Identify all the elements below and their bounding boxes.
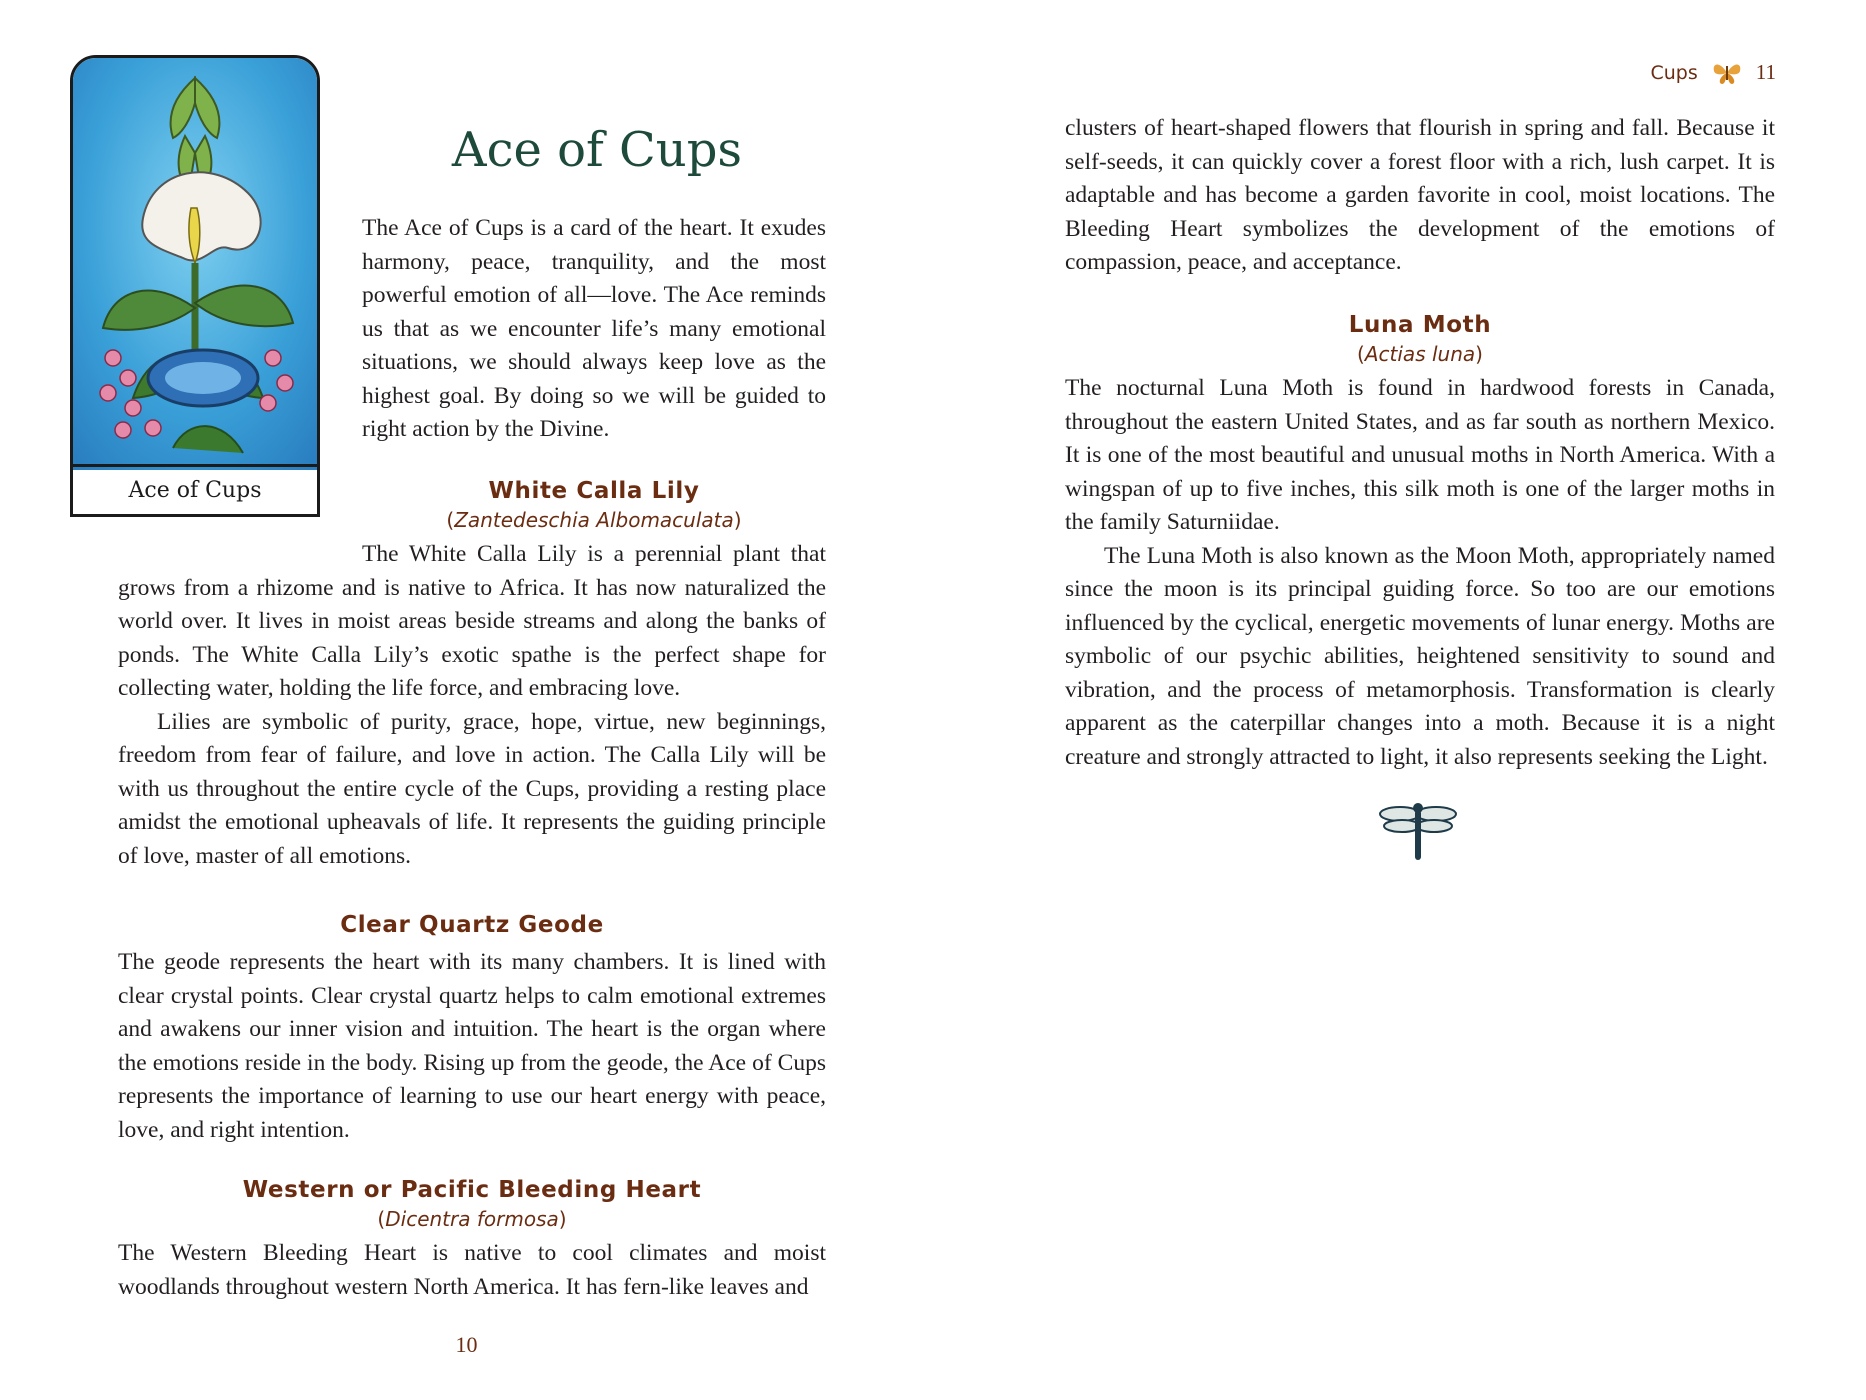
running-head-title: Cups bbox=[1650, 61, 1698, 84]
paragraph: Lilies are symbolic of purity, grace, hope, virtue, new beginnings, freedom from fear of failure, and love in action. The Calla Lily will be with us throughout the entire cycle of the Cups, providing a resting place amidst the emotional upheavals of life. It represents the guiding principle of love, master of all emotions. bbox=[118, 708, 826, 869]
page-number: 11 bbox=[1755, 60, 1776, 84]
paragraph: The nocturnal Luna Moth is found in hardwood forests in Canada, throughout the eastern United States, and as far south as northern Mexico. It is one of the most beautiful and unusual moths in North America. With a wingspan of up to five inches, this silk moth is one of the larger moths in the family Saturniidae. bbox=[1065, 375, 1775, 535]
continuation-paragraph: clusters of heart-shaped flowers that flourish in spring and fall. Because it self-seeds, it can quickly cover a forest floor with a rich, lush carpet. It is adaptable and has become a garden favorite in cool, moist locations. The Bleeding Heart symbolizes the development of the emotions of compassion, peace, and acceptance. bbox=[1065, 115, 1775, 275]
section-heading: White Calla Lily bbox=[488, 478, 700, 504]
section-heading: Western or Pacific Bleeding Heart bbox=[242, 1177, 702, 1203]
paragraph: The geode represents the heart with its many chambers. It is lined with clear crystal points. Clear crystal quartz helps to calm emotional extremes and awakens our inner vision and intuition. The heart is the organ where the emotions reside in the body. Rising up from the geode, the Ace of Cups represents the importance of learning to use our heart energy with peace, love, and right intention. bbox=[118, 949, 826, 1143]
latin-name: (Actias luna) bbox=[1357, 342, 1483, 366]
section-luna-moth bbox=[1065, 312, 1775, 774]
card-label: Ace of Cups bbox=[73, 464, 317, 514]
latin-name: (Dicentra formosa) bbox=[377, 1207, 567, 1231]
section-heading: Luna Moth bbox=[1348, 312, 1492, 338]
paragraph: The Luna Moth is also known as the Moon Moth, appropriately named since the moon is its principal guiding force. So too are our emotions influenced by the cyclical, energetic movements of lunar energy. Moths are symbolic of our psychic abilities, heightened sensitivity to sound and vibration, and the process of metamorphosis. Transformation is clearly apparent as the caterpillar changes into a moth. Because it is a night creature and strongly attracted to light, it also represents seeking the Light. bbox=[1065, 542, 1775, 770]
section-western-bleeding-heart bbox=[118, 1177, 826, 1304]
calla-lily-luna-moth-card-art bbox=[73, 58, 317, 470]
page-number: 10 bbox=[455, 1332, 478, 1357]
section-heading: Clear Quartz Geode bbox=[340, 912, 604, 938]
running-head bbox=[1650, 60, 1776, 85]
latin-name: (Zantedeschia Albomaculata) bbox=[446, 508, 742, 532]
paragraph: The Western Bleeding Heart is native to cool climates and moist woodlands throughout western North America. It has fern-like leaves and bbox=[118, 1240, 826, 1300]
paragraph: The White Calla Lily is a perennial plant that grows from a rhizome and is native to Africa. It has now naturalized the world over. It lives in moist areas beside streams and along the banks of ponds. The White Calla Lily’s exotic spathe is the perfect shape for collecting water, holding the life force, and embracing love. bbox=[118, 541, 826, 701]
dragonfly-icon bbox=[1378, 800, 1458, 862]
section-white-calla-lily bbox=[118, 478, 826, 873]
right-page bbox=[933, 0, 1866, 1400]
butterfly-icon bbox=[1712, 61, 1742, 85]
section-clear-quartz-geode bbox=[118, 912, 826, 1147]
tarot-card-illustration bbox=[70, 55, 320, 517]
page-title: Ace of Cups bbox=[451, 122, 743, 178]
intro-paragraph: The Ace of Cups is a card of the heart. It exudes harmony, peace, tranquility, and the most powerful emotion of all—love. The Ace reminds us that as we encounter life’s many emotional situations, we should always keep love as the highest goal. By doing so we will be guided to right action by the Divine. bbox=[362, 215, 826, 442]
